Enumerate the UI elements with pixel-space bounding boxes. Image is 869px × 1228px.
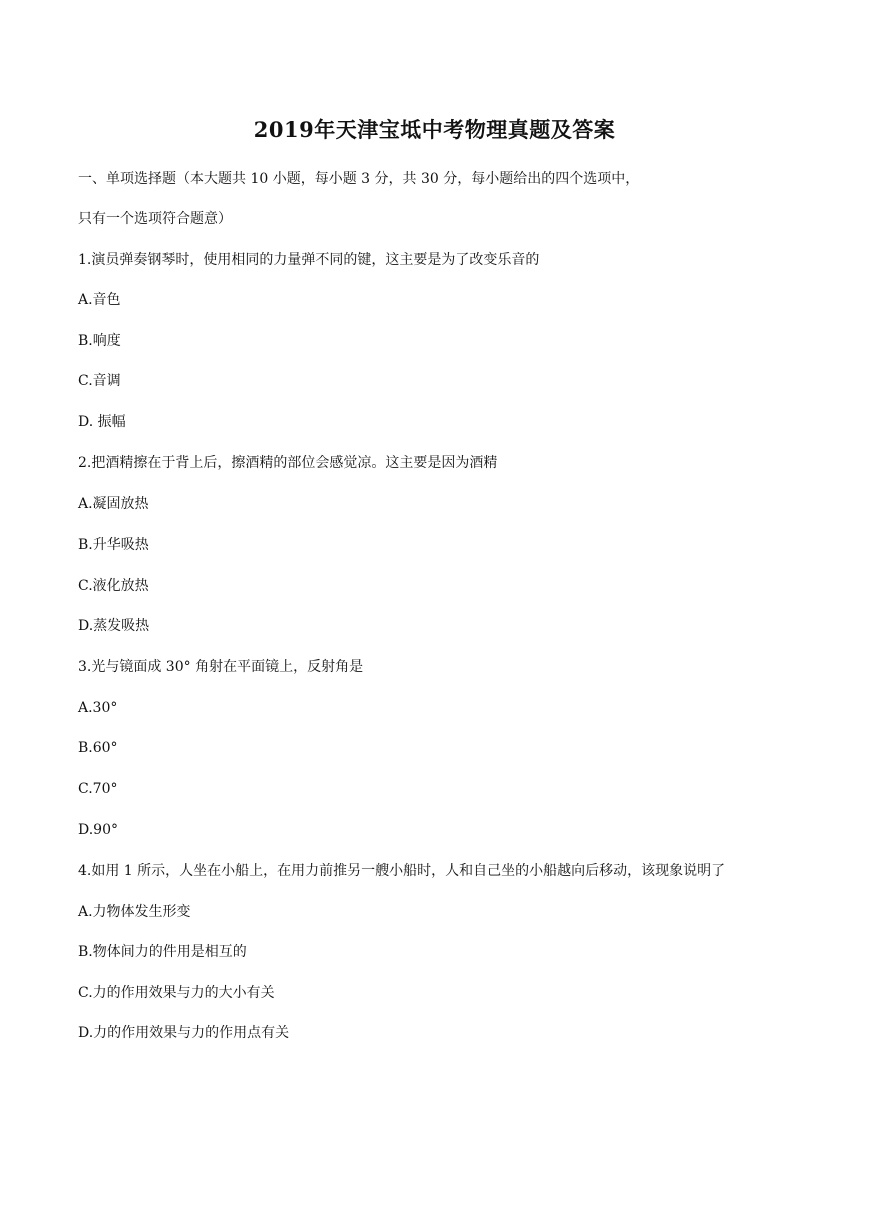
question-4-option-d: D.力的作用效果与力的作用点有关	[78, 1025, 290, 1041]
question-2-stem: 2.把酒精擦在于背上后，擦酒精的部位会感觉凉。这主要是因为酒精	[78, 455, 498, 471]
question-4-option-b: B.物体间力的件用是相互的	[78, 944, 247, 960]
question-4-option-a: A.力物体发生形变	[78, 904, 191, 920]
question-3-option-c: C.70°	[78, 781, 118, 797]
document-title: 2019年天津宝坻中考物理真题及答案	[253, 117, 616, 142]
question-3-option-d: D.90°	[78, 822, 118, 838]
question-1-option-b: B.响度	[78, 333, 121, 349]
question-2-option-b: B.升华吸热	[78, 537, 149, 553]
question-4-stem: 4.如用 1 所示，人坐在小船上，在用力前推另一艘小船时，人和自己坐的小船越向后移动，该现象说明了	[78, 863, 726, 879]
question-3-stem: 3.光与镜面成 30° 角射在平面镜上，反射角是	[78, 659, 364, 675]
question-2-option-c: C.液化放热	[78, 578, 149, 594]
question-3-option-b: B.60°	[78, 740, 118, 756]
question-1-option-d: D. 振幅	[78, 414, 126, 430]
question-2-option-d: D.蒸发吸热	[78, 618, 150, 634]
question-1-option-c: C.音调	[78, 373, 121, 389]
section-heading-line-2: 只有一个选项符合题意）	[78, 211, 232, 227]
question-4-option-c: C.力的作用效果与力的大小有关	[78, 985, 275, 1001]
section-heading-line-1: 一、单项选择题（本大题共 10 小题，每小题 3 分，共 30 分，每小题给出的四个选项中，	[78, 171, 640, 187]
question-1-stem: 1.演员弹奏钢琴时，使用相同的力量弹不同的键，这主要是为了改变乐音的	[78, 252, 540, 268]
question-3-option-a: A.30°	[78, 700, 118, 716]
question-1-option-a: A.音色	[78, 292, 121, 308]
question-2-option-a: A.凝固放热	[78, 496, 149, 512]
